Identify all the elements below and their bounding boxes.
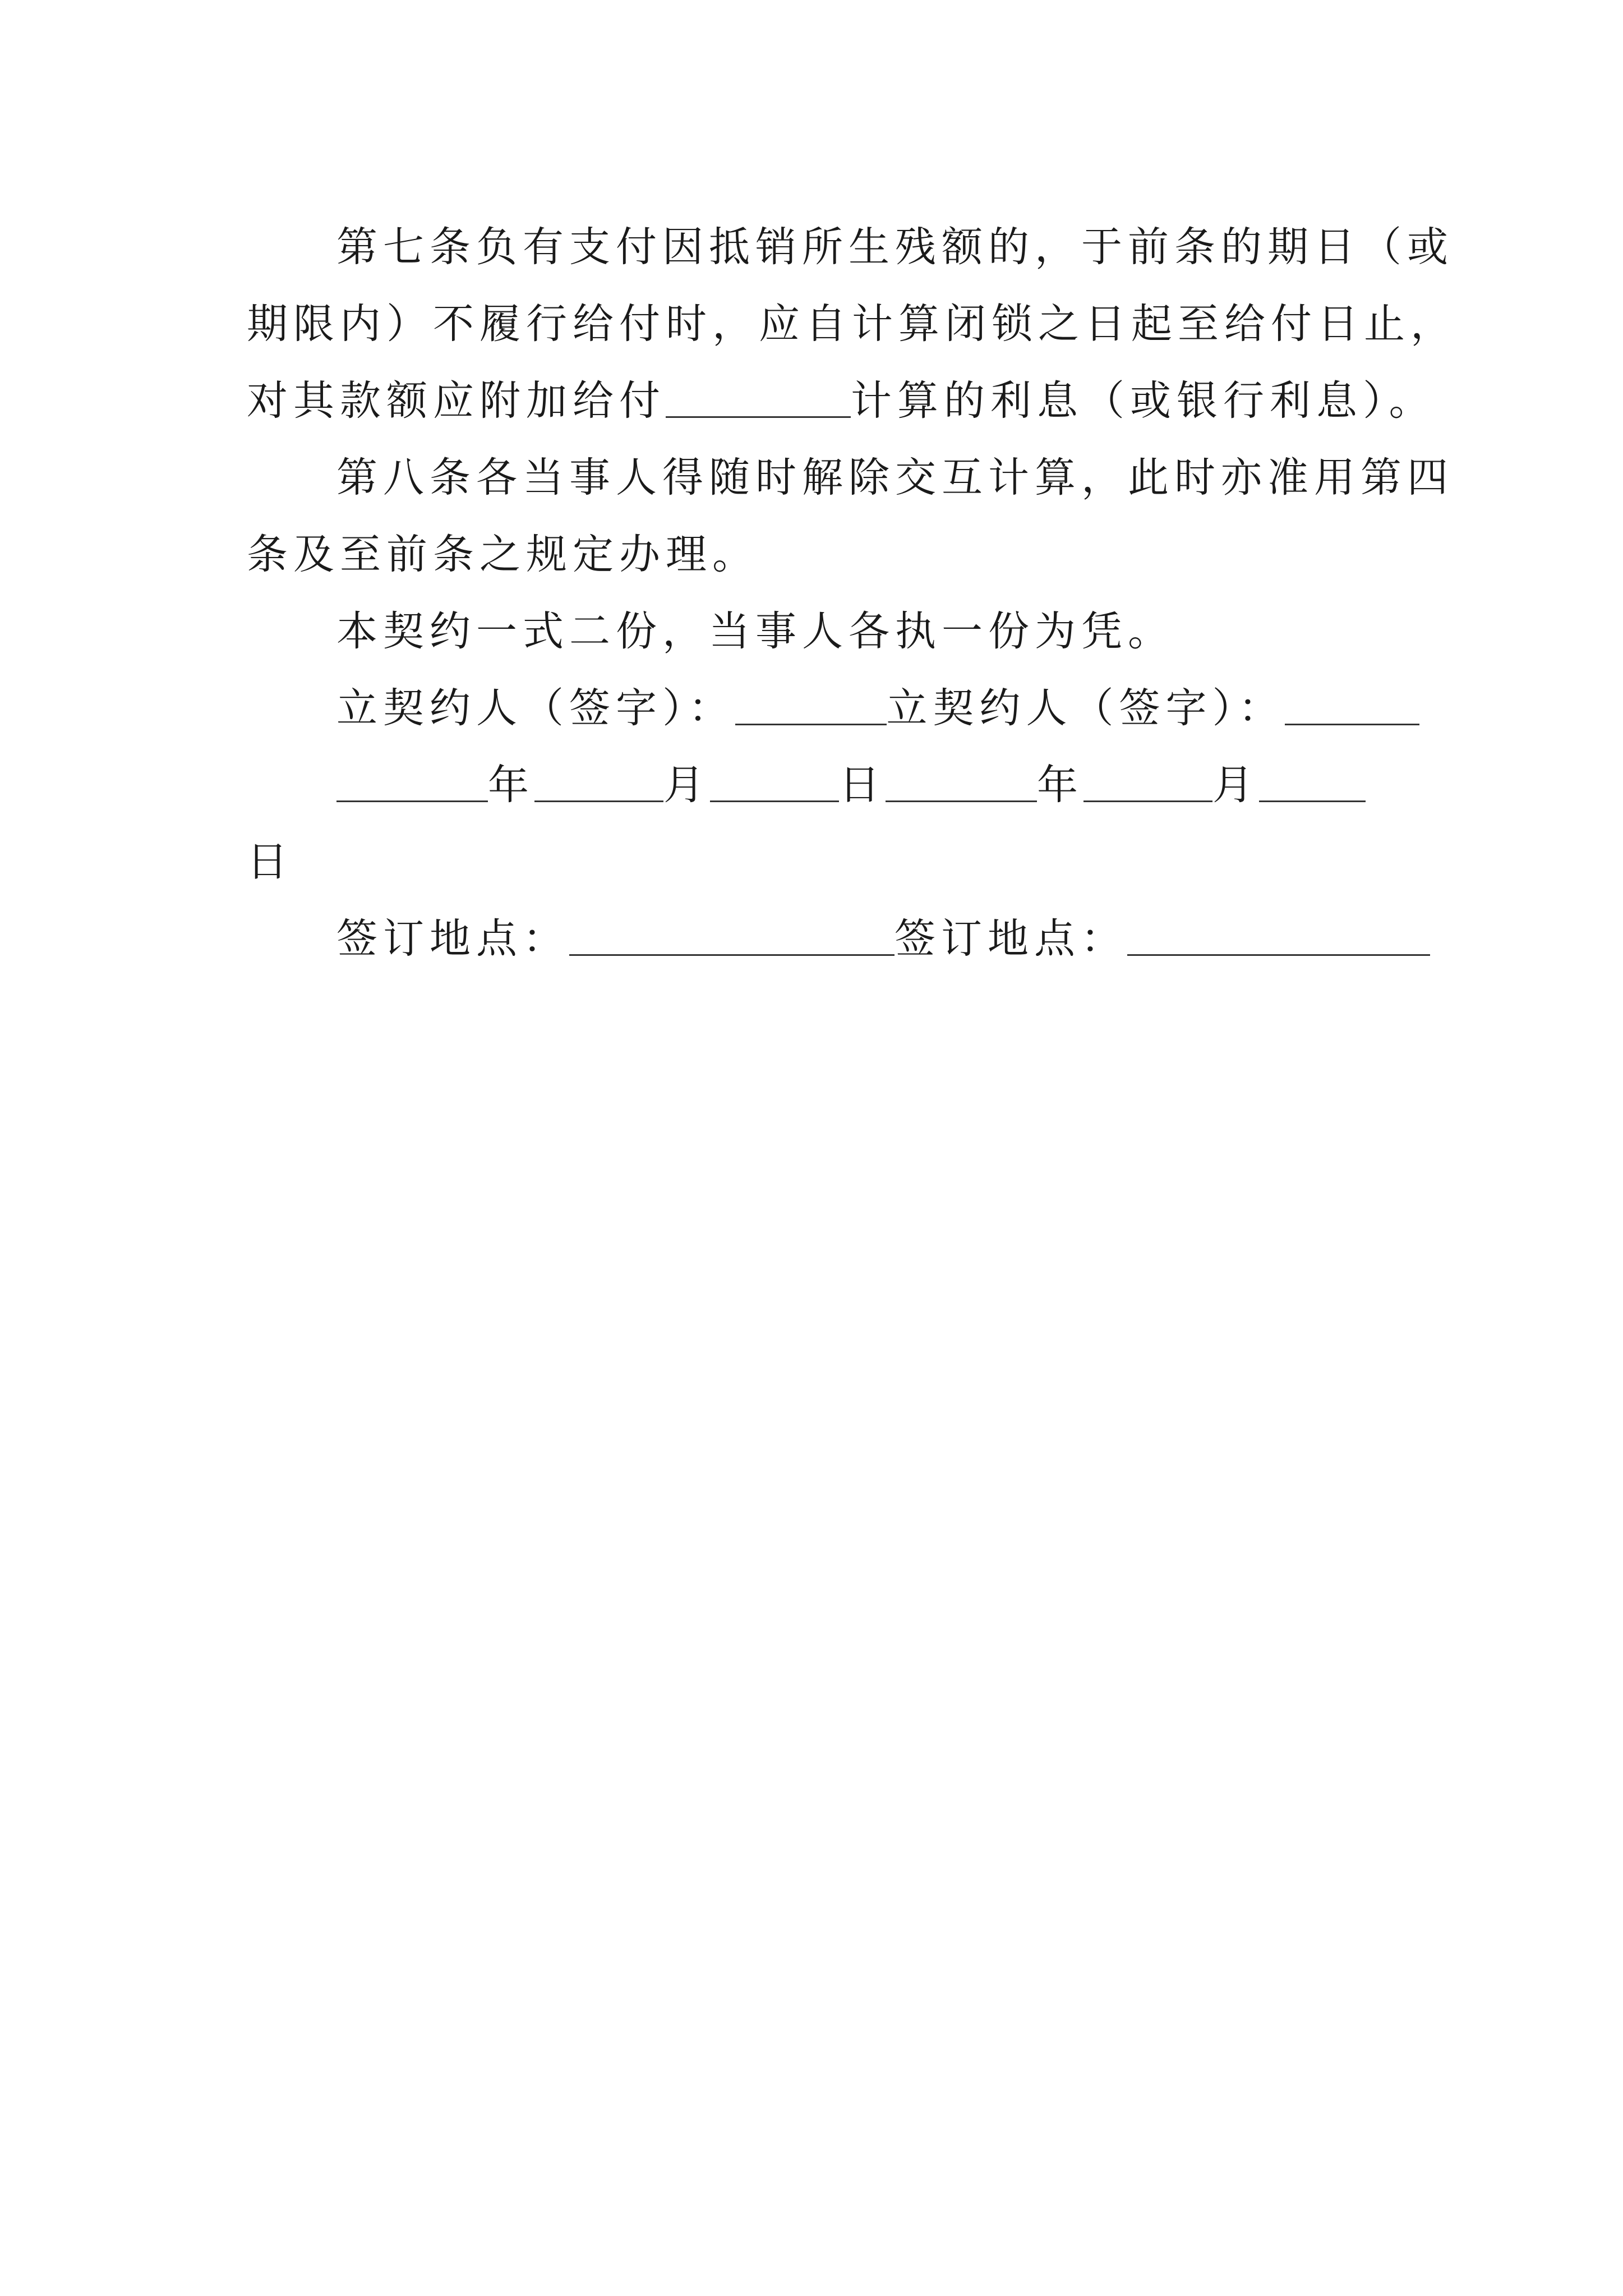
- dates-line: [247, 747, 1380, 823]
- day-b-line: [247, 823, 1380, 900]
- day-b-label: 日: [247, 838, 293, 886]
- article-7-text-after-blank: 计算的利息（或银行利息）。: [851, 377, 1436, 425]
- place-line: [247, 900, 1380, 977]
- signer-b-label: 立契约人（签字）：: [886, 684, 1285, 732]
- year-a-label: 年: [488, 761, 534, 809]
- place-a-label: 签订地点：: [336, 915, 569, 963]
- place-b-label: 签订地点：: [895, 915, 1127, 963]
- day-a-blank: [710, 761, 839, 802]
- article-7-line-1: 第七条负有支付因抵销所生残额的，于前条的期日（或: [336, 223, 1454, 271]
- article-8-line-1: 第八条各当事人得随时解除交互计算，此时亦准用第四: [336, 454, 1454, 501]
- year-b-label: 年: [1037, 761, 1083, 809]
- month-b-label: 月: [1212, 761, 1259, 809]
- month-b-blank: [1083, 761, 1212, 802]
- copies-clause: 本契约一式二份，当事人各执一份为凭。: [336, 608, 1174, 655]
- interest-rate-blank: [666, 377, 851, 418]
- signer-a-blank: [735, 684, 887, 725]
- place-b-blank: [1127, 915, 1430, 956]
- signer-b-blank: [1285, 684, 1419, 725]
- article-8-line-2: 条及至前条之规定办理。: [247, 531, 759, 578]
- year-b-blank: [886, 761, 1037, 802]
- article-7-line-2: 期限内）不履行给付时，应自计算闭锁之日起至给付日止，: [247, 300, 1457, 348]
- year-a-blank: [336, 761, 488, 802]
- article-7: [247, 209, 1457, 439]
- month-a-blank: [534, 761, 663, 802]
- article-8: [247, 439, 1454, 593]
- place-a-blank: [569, 915, 895, 956]
- article-7-line-3: [247, 362, 1436, 439]
- signers-line: [247, 670, 1380, 747]
- month-a-label: 月: [663, 761, 710, 809]
- article-7-text-before-blank: 对其款额应附加给付: [247, 377, 666, 425]
- contract-body: [247, 209, 1457, 977]
- signer-a-label: 立契约人（签字）：: [336, 684, 735, 732]
- day-b-blank: [1259, 761, 1366, 802]
- day-a-label: 日: [839, 761, 886, 809]
